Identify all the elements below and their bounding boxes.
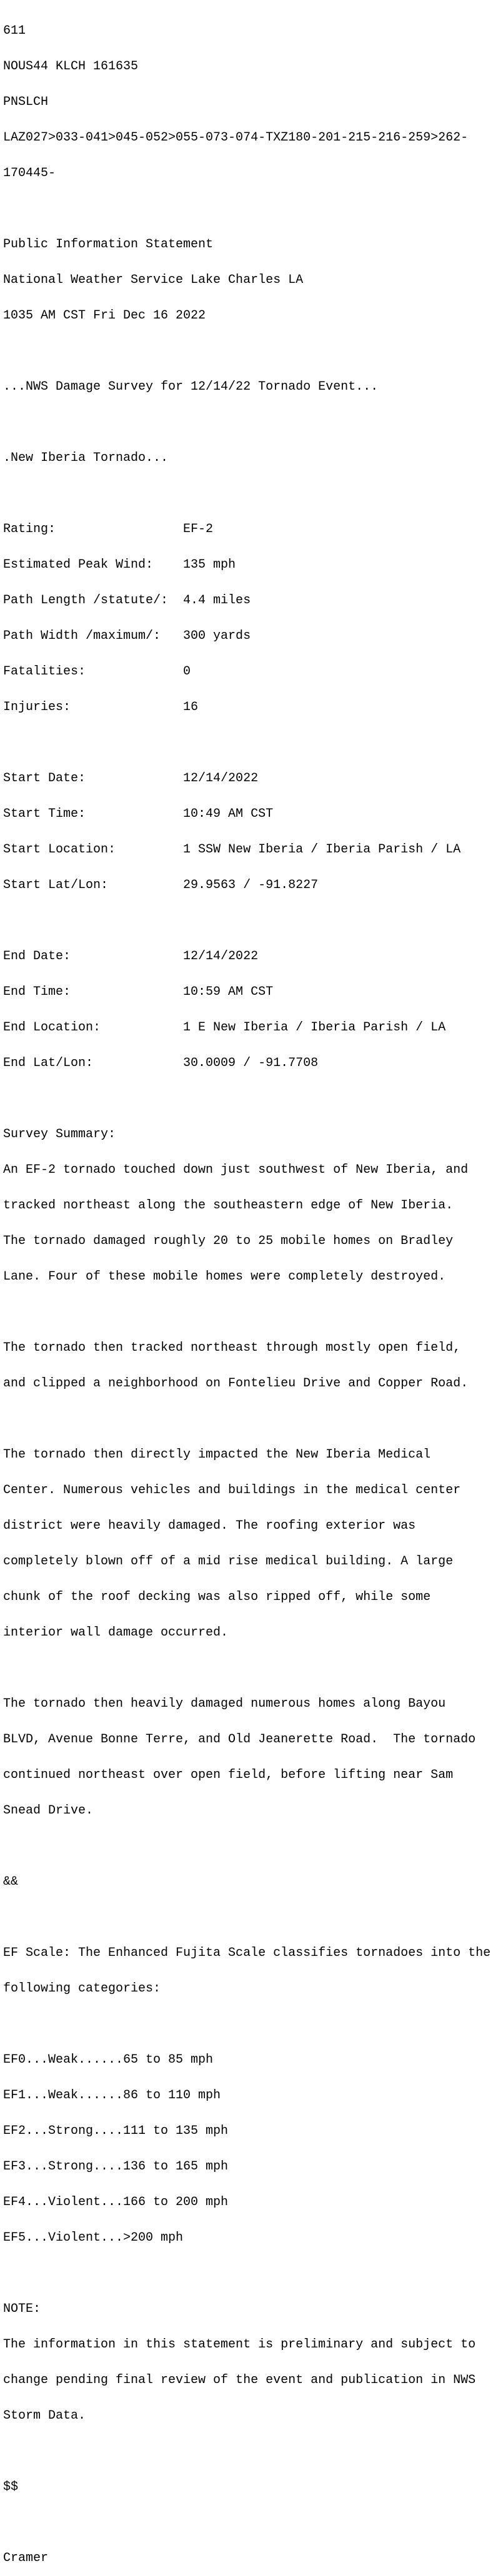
issuing-office: National Weather Service Lake Charles LA (3, 273, 304, 287)
blank-line (3, 1093, 493, 1105)
ugc-expiration: 170445- (3, 166, 56, 180)
product-number: 611 (3, 24, 26, 38)
start-location-row: Start Location: 1 SSW New Iberia / Iberia Parish / LA (3, 842, 461, 857)
ef-scale-item: EF4...Violent...166 to 200 mph (3, 2195, 229, 2209)
blank-line (3, 737, 493, 749)
summary-text-line: chunk of the roof decking was also ripped off, while some (3, 1590, 431, 1604)
forecaster-signature: Cramer (3, 2551, 49, 2565)
end-location-row: End Location: 1 E New Iberia / Iberia Parish / LA (3, 1020, 446, 1035)
blank-line (3, 1413, 493, 1425)
blank-line (3, 2268, 493, 2279)
summary-text-line: Snead Drive. (3, 1804, 94, 1818)
summary-text-line: Center. Numerous vehicles and buildings in the medical center (3, 1483, 461, 1498)
end-latlon-row: End Lat/Lon: 30.0009 / -91.7708 (3, 1056, 319, 1070)
ef-scale-item: EF3...Strong....136 to 165 mph (3, 2159, 229, 2174)
start-time-row: Start Time: 10:49 AM CST (3, 807, 274, 821)
note-text-line: Storm Data. (3, 2409, 86, 2423)
ugc-zones: LAZ027>033-041>045-052>055-073-074-TXZ180-201-215-216-259>262- (3, 131, 469, 145)
summary-text-line: BLVD, Avenue Bonne Terre, and Old Jeanerette Road. The tornado (3, 1732, 476, 1747)
section-separator: && (3, 1875, 19, 1889)
note-text-line: change pending final review of the event and publication in NWS (3, 2373, 476, 2387)
summary-text-line: completely blown off of a mid rise medical building. A large (3, 1554, 454, 1569)
ef-scale-item: EF0...Weak......65 to 85 mph (3, 2053, 214, 2067)
blank-line (3, 2445, 493, 2457)
blank-line (3, 915, 493, 927)
path-length-row: Path Length /statute/: 4.4 miles (3, 593, 251, 608)
summary-text-line: The tornado then heavily damaged numerous homes along Bayou (3, 1697, 446, 1711)
ef-scale-intro: EF Scale: The Enhanced Fujita Scale classifies tornadoes into the (3, 1946, 491, 1960)
wmo-header: NOUS44 KLCH 161635 (3, 59, 139, 74)
blank-line (3, 1840, 493, 1852)
peak-wind-row: Estimated Peak Wind: 135 mph (3, 558, 236, 572)
blank-line (3, 2517, 493, 2529)
blank-line (3, 1662, 493, 1674)
summary-text-line: tracked northeast along the southeastern edge of New Iberia. (3, 1198, 454, 1213)
ef-scale-item: EF2...Strong....111 to 135 mph (3, 2124, 229, 2138)
issue-time: 1035 AM CST Fri Dec 16 2022 (3, 308, 206, 323)
ef-scale-item: EF5...Violent...>200 mph (3, 2231, 184, 2245)
path-width-row: Path Width /maximum/: 300 yards (3, 629, 251, 643)
end-time-row: End Time: 10:59 AM CST (3, 985, 274, 999)
summary-text-line: An EF-2 tornado touched down just southwest of New Iberia, and (3, 1163, 469, 1177)
blank-line (3, 488, 493, 500)
blank-line (3, 417, 493, 428)
summary-text-line: The tornado then tracked northeast through mostly open field, (3, 1341, 461, 1355)
tornado-name: .New Iberia Tornado... (3, 451, 169, 465)
start-latlon-row: Start Lat/Lon: 29.9563 / -91.8227 (3, 878, 319, 892)
rating-row: Rating: EF-2 (3, 522, 214, 536)
end-of-product-marker: $$ (3, 2480, 19, 2494)
blank-line (3, 345, 493, 357)
product-title: Public Information Statement (3, 237, 214, 252)
blank-line (3, 203, 493, 215)
summary-text-line: continued northeast over open field, before lifting near Sam (3, 1768, 454, 1782)
blank-line (3, 1306, 493, 1318)
awips-id: PNSLCH (3, 95, 49, 109)
survey-summary-heading: Survey Summary: (3, 1127, 116, 1142)
summary-text-line: interior wall damage occurred. (3, 1626, 229, 1640)
blank-line (3, 2018, 493, 2030)
summary-text-line: The tornado then directly impacted the New Iberia Medical (3, 1448, 431, 1462)
injuries-row: Injuries: 16 (3, 700, 199, 714)
summary-text-line: and clipped a neighborhood on Fontelieu Drive and Copper Road. (3, 1376, 469, 1391)
end-date-row: End Date: 12/14/2022 (3, 949, 259, 964)
summary-text-line: district were heavily damaged. The roofing exterior was (3, 1519, 416, 1533)
ef-scale-intro: following categories: (3, 1981, 161, 1996)
fatalities-row: Fatalities: 0 (3, 664, 191, 679)
summary-text-line: The tornado damaged roughly 20 to 25 mobile homes on Bradley (3, 1234, 454, 1248)
start-date-row: Start Date: 12/14/2022 (3, 771, 259, 786)
blank-line (3, 1912, 493, 1923)
note-heading: NOTE: (3, 2302, 41, 2316)
ef-scale-item: EF1...Weak......86 to 110 mph (3, 2088, 221, 2103)
headline: ...NWS Damage Survey for 12/14/22 Tornado Event... (3, 380, 379, 394)
note-text-line: The information in this statement is preliminary and subject to (3, 2337, 476, 2352)
summary-text-line: Lane. Four of these mobile homes were completely destroyed. (3, 1270, 446, 1284)
